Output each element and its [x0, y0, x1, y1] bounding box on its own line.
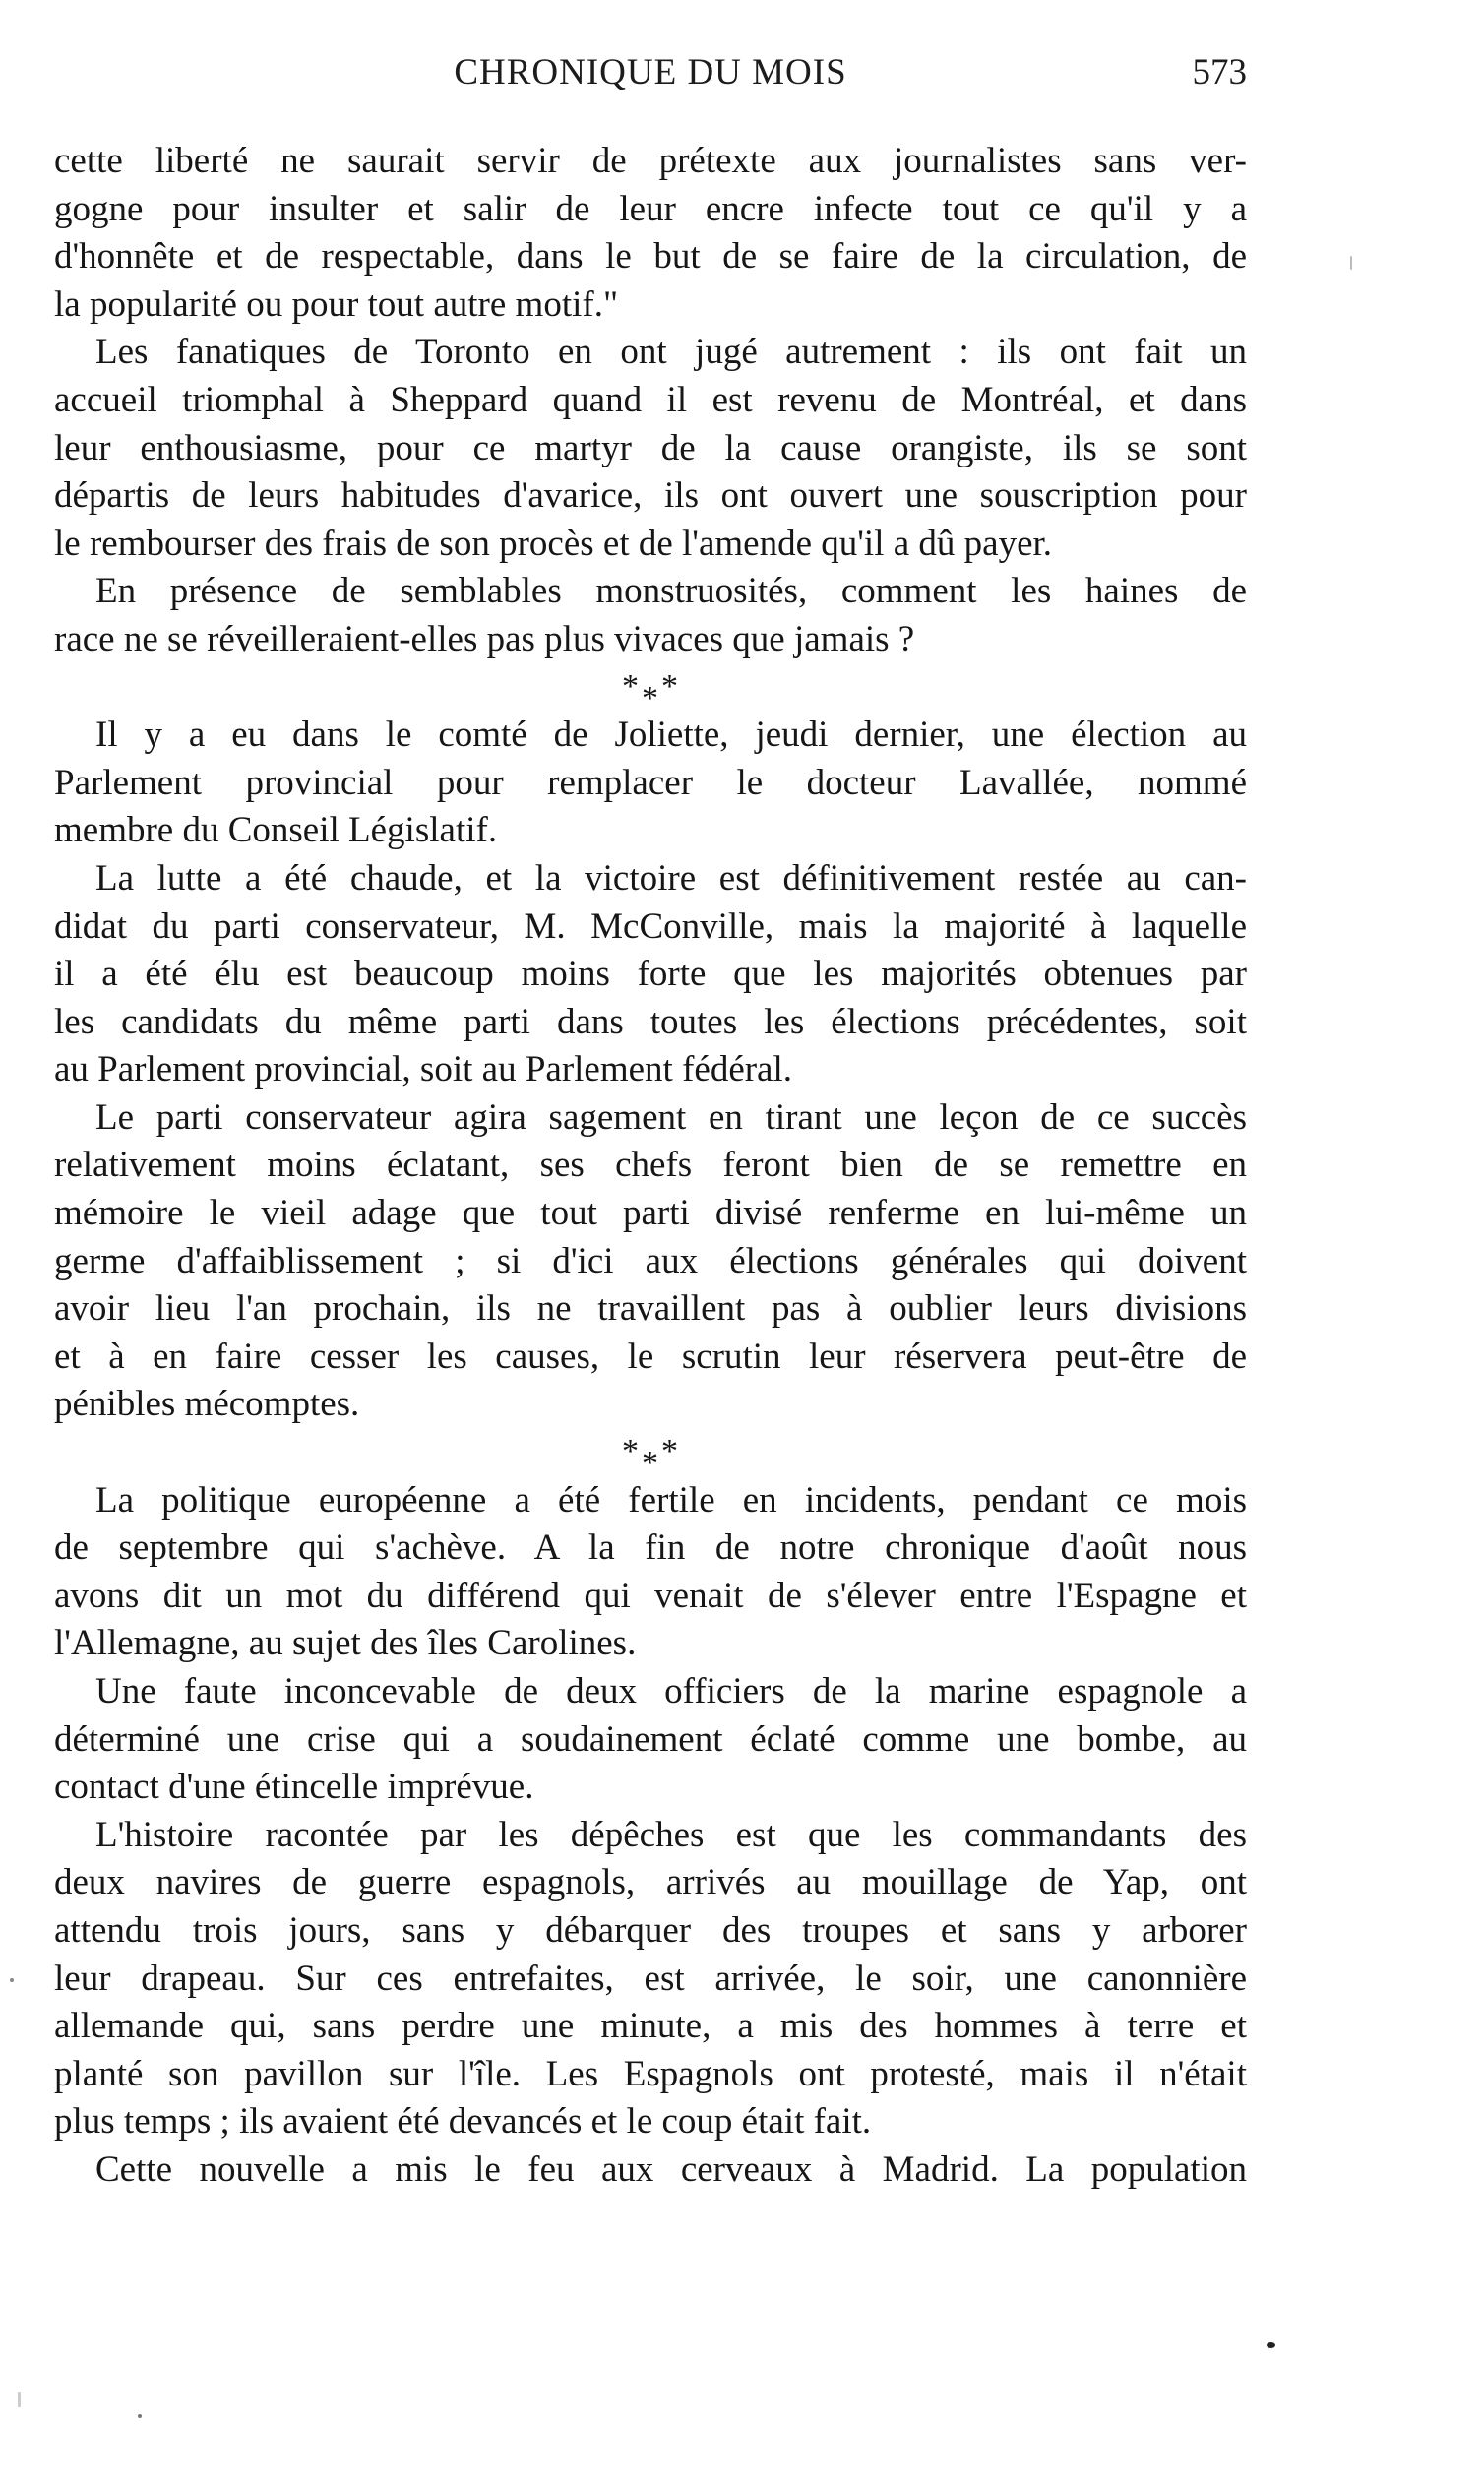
- text-line: gogne pour insulter et salir de leur encre infecte tout ce qu'il y a: [54, 188, 1247, 229]
- text-line: allemande qui, sans perdre une minute, a mis des hommes à terre et: [54, 2006, 1247, 2047]
- text-line: deux navires de guerre espagnols, arrivés au mouillage de Yap, ont: [54, 1862, 1247, 1903]
- text-line: planté son pavillon sur l'île. Les Espagnols ont protesté, mais il n'était: [54, 2053, 1247, 2094]
- text-line: leur drapeau. Sur ces entrefaites, est arrivée, le soir, une canonnière: [54, 1958, 1247, 1999]
- text-line: didat du parti conservateur, M. McConville, mais la majorité à laquelle: [54, 905, 1247, 947]
- text-line: déterminé une crise qui a soudainement éclaté comme une bombe, au: [54, 1718, 1247, 1760]
- asterism-star: *: [642, 1445, 658, 1482]
- text-line: avons dit un mot du différend qui venait de s'élever entre l'Espagne et: [54, 1575, 1247, 1616]
- scan-speck: [138, 2414, 142, 2418]
- text-line: Cette nouvelle a mis le feu aux cerveaux à Madrid. La population: [95, 2148, 1247, 2190]
- text-line: accueil triomphal à Sheppard quand il est revenu de Montréal, et dans: [54, 379, 1247, 420]
- scan-speck: [1267, 2342, 1275, 2348]
- text-line: membre du Conseil Législatif.: [54, 810, 498, 851]
- asterism-star: *: [642, 679, 658, 716]
- text-line: Les fanatiques de Toronto en ont jugé autrement : ils ont fait un: [95, 332, 1247, 373]
- scan-speck: [1350, 256, 1352, 270]
- text-line: relativement moins éclatant, ses chefs feront bien de se remettre en: [54, 1145, 1247, 1186]
- text-line: et à en faire cesser les causes, le scrutin leur réservera peut-être de: [54, 1336, 1247, 1377]
- text-line: La politique européenne a été fertile en incidents, pendant ce mois: [95, 1479, 1247, 1521]
- text-line: avoir lieu l'an prochain, ils ne travaillent pas à oublier leurs divisions: [54, 1288, 1247, 1330]
- text-line: germe d'affaiblissement ; si d'ici aux élections générales qui doivent: [54, 1240, 1247, 1281]
- text-line: de septembre qui s'achève. A la fin de notre chronique d'août nous: [54, 1527, 1247, 1569]
- text-line: Il y a eu dans le comté de Joliette, jeudi dernier, une élection au: [95, 715, 1247, 756]
- asterism-star: *: [622, 667, 639, 705]
- asterism-star: *: [661, 667, 678, 705]
- text-line: il a été élu est beaucoup moins forte que les majorités obtenues par: [54, 954, 1247, 995]
- text-line: départis de leurs habitudes d'avarice, ils ont ouvert une souscription pour: [54, 475, 1247, 517]
- running-title: CHRONIQUE DU MOIS: [454, 52, 847, 93]
- scan-speck: [10, 1978, 14, 1982]
- text-line: leur enthousiasme, pour ce martyr de la cause orangiste, ils se sont: [54, 427, 1247, 468]
- text-line: le rembourser des frais de son procès et de l'amende qu'il a dû payer.: [54, 523, 1053, 564]
- text-line: la popularité ou pour tout autre motif.": [54, 283, 619, 325]
- text-line: les candidats du même parti dans toutes les élections précédentes, soit: [54, 1001, 1247, 1042]
- asterism-star: *: [622, 1433, 639, 1470]
- text-line: Une faute inconcevable de deux officiers de la marine espagnole a: [95, 1671, 1247, 1712]
- text-line: au Parlement provincial, soit au Parlement fédéral.: [54, 1049, 793, 1090]
- text-line: attendu trois jours, sans y débarquer des troupes et sans y arborer: [54, 1909, 1247, 1951]
- text-line: La lutte a été chaude, et la victoire est définitivement restée au can-: [95, 857, 1247, 899]
- text-line: l'Allemagne, au sujet des îles Carolines.: [54, 1623, 637, 1664]
- text-line: d'honnête et de respectable, dans le but de se faire de la circulation, de: [54, 236, 1247, 278]
- text-line: mémoire le vieil adage que tout parti divisé renferme en lui-même un: [54, 1193, 1247, 1234]
- text-line: Parlement provincial pour remplacer le docteur Lavallée, nommé: [54, 762, 1247, 803]
- text-line: pénibles mécomptes.: [54, 1384, 360, 1425]
- article-text: [54, 138, 1247, 2195]
- page-header: [54, 47, 1247, 116]
- section-separator: [54, 1429, 1247, 1482]
- section-separator: [54, 664, 1247, 716]
- text-line: cette liberté ne saurait servir de prétexte aux journalistes sans ver-: [54, 141, 1247, 181]
- text-line: race ne se réveilleraient-elles pas plus vivaces que jamais ?: [54, 618, 915, 659]
- text-line: Le parti conservateur agira sagement en tirant une leçon de ce succès: [95, 1096, 1247, 1138]
- text-line: L'histoire racontée par les dépêches est que les commandants des: [95, 1814, 1247, 1855]
- text-line: En présence de semblables monstruosités, comment les haines de: [95, 571, 1247, 612]
- text-line: plus temps ; ils avaient été devancés et le coup était fait.: [54, 2101, 872, 2143]
- text-line: contact d'une étincelle imprévue.: [54, 1767, 534, 1808]
- asterism-star: *: [661, 1433, 678, 1470]
- page-number: 573: [1192, 52, 1247, 93]
- scan-speck: [18, 2392, 21, 2407]
